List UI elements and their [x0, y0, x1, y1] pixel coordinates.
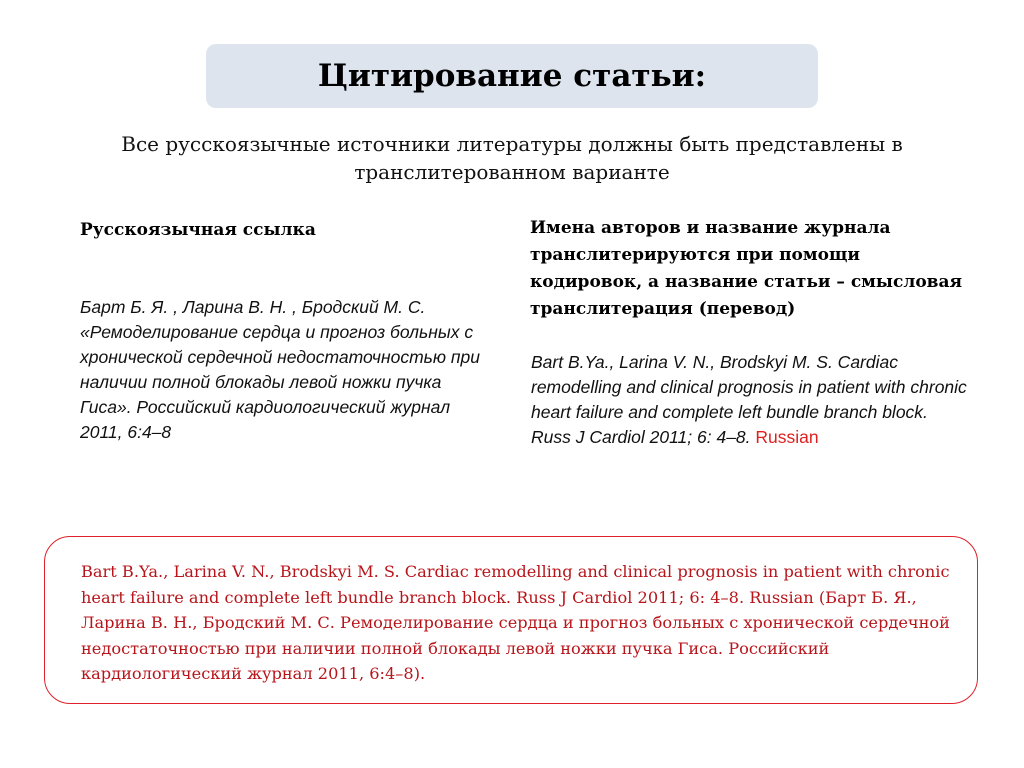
- slide-subtitle: [60, 130, 964, 186]
- right-reference-language: Russian: [755, 427, 819, 447]
- slide-title: Цитирование статьи:: [317, 58, 707, 94]
- title-box: [206, 44, 818, 108]
- left-column-reference: Барт Б. Я. , Ларина В. Н. , Бродский М. С. «Ремоделирование сердца и прогноз больных с хронической сердечной недостаточностью при наличии полной блокады левой ножки пучка Гиса». Российский кардиологический журнал 2011, 6:4–8: [80, 297, 480, 442]
- subtitle-line-2: транслитерованном варианте: [354, 160, 670, 184]
- citation-text: Bart B.Ya., Larina V. N., Brodskyi M. S. Cardiac remodelling and clinical prognosis in patient with chronic heart failure and complete left bundle branch block. Russ J Cardiol 2011; 6: 4–8. Russian (Барт Б. Я., Ларина В. Н., Бродский М. С. Ремоделирование сердца и прогноз больных с хронической сердечной недостаточностью при наличии полной блокады левой ножки пучка Гиса. Российский кардиологический журнал 2011, 6:4–8).: [81, 562, 950, 683]
- left-column-heading: Русскоязычная ссылка: [80, 220, 316, 240]
- right-column-heading: Имена авторов и название журнала транслитерируются при помощи кодировок, а название статьи – смысловая транслитерация (перевод): [530, 218, 963, 319]
- citation-box: [44, 536, 978, 704]
- subtitle-line-1: Все русскоязычные источники литературы должны быть представлены в: [121, 132, 903, 156]
- right-reference-text: Bart B.Ya., Larina V. N., Brodskyi M. S. Cardiac remodelling and clinical prognosis in patient with chronic heart failure and complete left bundle branch block. Russ J Cardiol 2011; 6: 4–8.: [531, 352, 967, 447]
- right-column-reference: [531, 350, 971, 450]
